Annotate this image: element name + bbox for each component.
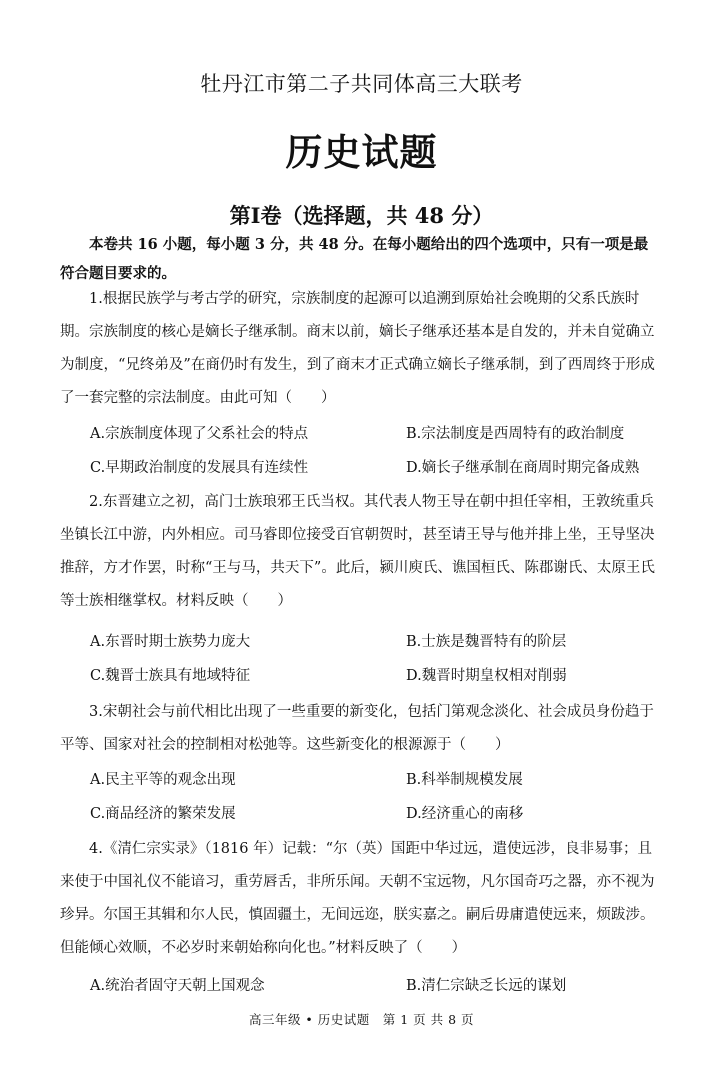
question-3-option-d: D.经济重心的南移 bbox=[406, 806, 524, 822]
question-2-option-a: A.东晋时期士族势力庞大 bbox=[90, 634, 251, 650]
question-4-option-a: A.统治者固守天朝上国观念 bbox=[90, 978, 265, 994]
question-1-option-c: C.早期政治制度的发展具有连续性 bbox=[90, 460, 309, 476]
question-3-option-c: C.商品经济的繁荣发展 bbox=[90, 806, 236, 822]
subject-title: 历史试题 bbox=[285, 131, 438, 174]
question-3-options-row-1 bbox=[0, 764, 723, 797]
question-3-option-b: B.科举制规模发展 bbox=[406, 772, 523, 788]
question-1-option-b: B.宗法制度是西周特有的政治制度 bbox=[406, 426, 625, 442]
page-footer: 高三年级 • 历史试题 第 1 页 共 8 页 bbox=[248, 1012, 475, 1027]
question-3-option-a: A.民主平等的观念出现 bbox=[90, 772, 236, 788]
question-1-options-row-2 bbox=[0, 452, 723, 485]
question-1-stem: 1.根据民族学与考古学的研究，宗族制度的起源可以追溯到原始社会晚期的父系氏族时期。宗族制度的核心是嫡长子继承制。商末以前，嫡长子继承还基本是自发的，并未自觉确立为制度，“兄终弟及”在商仍时有发生，到了商末才正式确立嫡长子继承制，到了西周终于形成了一套完整的宗法制度。由此可知（ ） bbox=[60, 291, 655, 406]
section-title: 第Ⅰ卷（选择题，共 48 分） bbox=[229, 203, 494, 228]
question-2-stem: 2.东晋建立之初，高门士族琅邪王氏当权。其代表人物王导在朝中担任宰相，王敦统重兵坐镇长江中游，内外相应。司马睿即位接受百官朝贺时，甚至请王导与他并排上坐，王导坚决推辞，方才作罢，时称“王与马，共天下”。此后，颍川庾氏、谯国桓氏、陈郡谢氏、太原王氏等士族相继掌权。材料反映（ ） bbox=[60, 494, 655, 609]
question-3-stem: 3.宋朝社会与前代相比出现了一些重要的新变化，包括门第观念淡化、社会成员身份趋于平等、国家对社会的控制相对松弛等。这些新变化的根源源于（ ） bbox=[60, 704, 654, 753]
question-2-option-c: C.魏晋士族具有地域特征 bbox=[90, 668, 251, 684]
exam-name: 牡丹江市第二子共同体高三大联考 bbox=[200, 72, 523, 96]
question-1-option-d: D.嫡长子继承制在商周时期完备成熟 bbox=[406, 460, 640, 476]
question-1-option-a: A.宗族制度体现了父系社会的特点 bbox=[90, 426, 309, 442]
question-4-stem: 4.《清仁宗实录》（1816 年）记载：“尔（英）国距中华过远，遣使远涉，良非易事；且来使于中国礼仪不能谙习，重劳唇舌，非所乐闻。天朝不宝远物，凡尔国奇巧之器，亦不视为珍异。尔国王其辑和尔人民，慎固疆土，无间远迩，朕实嘉之。嗣后毋庸遣使远来，烦跋涉。但能倾心效顺，不必岁时来朝始称向化也。”材料反映了（ ） bbox=[60, 841, 655, 956]
question-2-option-b: B.士族是魏晋特有的阶层 bbox=[406, 634, 567, 650]
question-1-options-row-1 bbox=[0, 418, 723, 451]
question-4-options-row-1 bbox=[0, 970, 723, 1003]
question-3-options-row-2 bbox=[0, 798, 723, 831]
question-2-options-row-1 bbox=[0, 626, 723, 659]
question-4-option-b: B.清仁宗缺乏长远的谋划 bbox=[406, 978, 567, 994]
question-2-option-d: D.魏晋时期皇权相对削弱 bbox=[406, 668, 567, 684]
question-2-options-row-2 bbox=[0, 660, 723, 693]
section-instructions: 本卷共 16 小题，每小题 3 分，共 48 分。在每小题给出的四个选项中，只有一项是最符合题目要求的。 bbox=[60, 236, 649, 282]
